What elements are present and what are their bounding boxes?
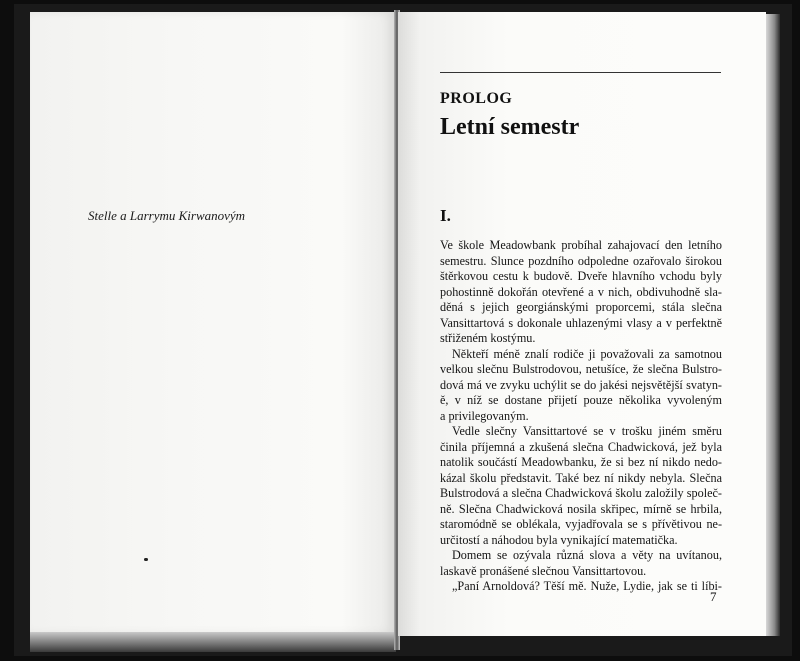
- text-line: dová má ve zvyku uchýlit se do jakési nejsvětější svatyn-: [440, 377, 722, 392]
- text-line: staromódně se oblékala, vyjadřovala se s přívětivou ne-: [440, 517, 722, 531]
- text-line: Vedle slečny Vansittartové se v trošku jiném směru: [452, 424, 722, 438]
- text-line: Někteří méně znalí rodiče ji považovali za samotnou: [452, 346, 722, 361]
- chapter-label: PROLOG: [440, 90, 513, 107]
- text-line: děná s jejich georgiánskými proporcemi, stála slečna: [440, 300, 722, 314]
- ink-smudge: [144, 558, 148, 561]
- text-line: Domem se ozývala různá slova a věty na uvítanou,: [452, 548, 722, 562]
- text-line: Vansittartová s dokonale uhlazenými vlasy a v perfektně: [440, 315, 722, 330]
- text-line: štěrkovou cestu k budově. Dveře hlavního vchodu byly: [440, 269, 722, 283]
- text-line: natolik součástí Meadowbanku, že si bez ní nikdo nedo-: [440, 455, 722, 469]
- text-line: velkou slečnu Bulstrodovou, netušíce, že slečna Bulstro-: [440, 362, 722, 376]
- text-line: střiženém kostýmu.: [440, 331, 536, 345]
- text-line: činila příjemná a zkušená slečna Chadwicková, jež byla: [440, 439, 722, 454]
- left-page-edge: [30, 632, 396, 652]
- text-line: a privilegovaným.: [440, 408, 529, 423]
- text-line: kázal školu představit. Také bez ní nikdy nebyla. Slečna: [440, 470, 722, 485]
- text-line: laskavě pronášené slečnou Vansittartovou.: [440, 563, 647, 578]
- text-line: „Paní Arnoldová? Těší mě. Nuže, Lydie, jak se ti líbi-: [452, 579, 722, 593]
- dedication: Stelle a Larrymu Kirwanovým: [88, 208, 246, 223]
- section-number: I.: [440, 206, 451, 225]
- chapter-title: Letní semestr: [440, 114, 580, 140]
- text-line: semestru. Slunce pozdního odpoledne ozařovalo širokou: [440, 253, 722, 268]
- text-line: Bulstrodová a slečna Chadwicková školu založily společ-: [440, 486, 722, 500]
- left-page: [30, 12, 396, 634]
- text-line: ně. Slečna Chadwicková nosila skřipec, mírně se hrbila,: [440, 501, 722, 516]
- text-line: určitostí a náhodou byla vynikající matematička.: [440, 532, 678, 547]
- body-text: [440, 238, 722, 595]
- page-number: 7: [710, 589, 717, 604]
- text-line: ě, v níž se dostane přijetí pouze několika vyvoleným: [440, 393, 722, 407]
- text-line: pohostinně dokořán otevřené a v nich, obdivuhodně sla-: [440, 284, 722, 299]
- text-line: Ve škole Meadowbank probíhal zahajovací den letního: [440, 238, 722, 252]
- chapter-rule: [440, 72, 721, 73]
- right-page-edge: [766, 14, 780, 636]
